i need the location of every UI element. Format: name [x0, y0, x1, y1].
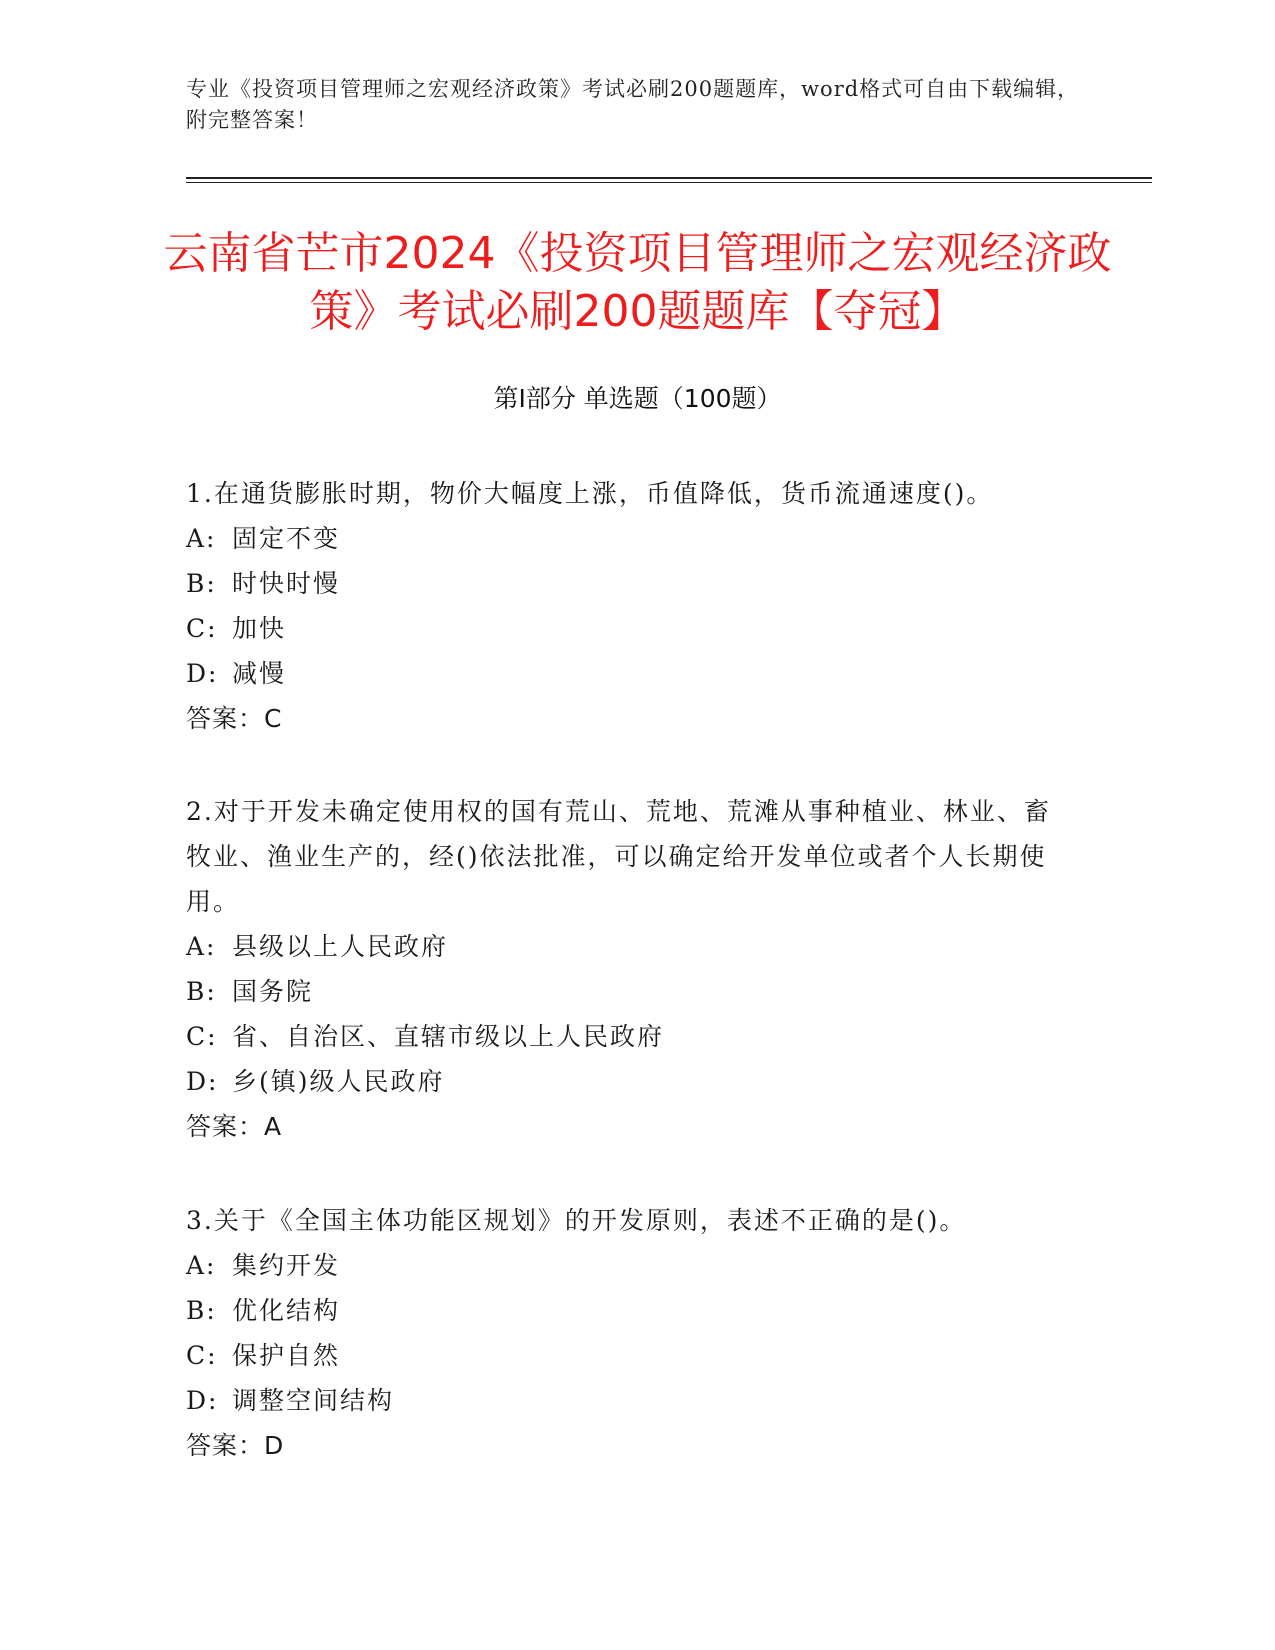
option-text: 固定不变: [232, 524, 341, 553]
option-b: [186, 561, 1066, 606]
option-text: 省、自治区、直辖市级以上人民政府: [232, 1022, 665, 1051]
option-a: [186, 516, 1066, 561]
option-letter: B:: [186, 977, 217, 1006]
option-c: [186, 606, 1066, 651]
option-c: [186, 1014, 1066, 1059]
option-letter: D:: [186, 1067, 219, 1096]
header-rule-thick: [186, 177, 1152, 179]
question-stem: 2.对于开发未确定使用权的国有荒山、荒地、荒滩从事种植业、林业、畜牧业、渔业生产的，经()依法批准，可以确定给开发单位或者个人长期使用。: [186, 797, 1051, 916]
option-a: [186, 924, 1066, 969]
section-title: 第Ⅰ部分 单选题（100题）: [493, 384, 782, 413]
option-text: 加快: [232, 614, 287, 643]
option-letter: C:: [186, 614, 218, 643]
option-letter: C:: [186, 1022, 218, 1051]
option-b: [186, 1288, 1066, 1333]
question-3: [186, 1198, 1066, 1468]
option-d: [186, 1378, 1066, 1423]
question-stem: 1.在通货膨胀时期，物价大幅度上涨，币值降低，货币流通速度()。: [186, 479, 994, 508]
option-text: 调整空间结构: [232, 1386, 395, 1415]
option-d: [186, 651, 1066, 696]
option-text: 减慢: [232, 659, 287, 688]
option-letter: B:: [186, 1296, 217, 1325]
option-letter: D:: [186, 1386, 219, 1415]
option-letter: A:: [186, 932, 217, 961]
option-text: 保护自然: [232, 1341, 341, 1370]
question-2: [186, 789, 1066, 1149]
option-text: 国务院: [232, 977, 314, 1006]
question-1: [186, 471, 1066, 741]
question-stem: 3.关于《全国主体功能区规划》的开发原则，表述不正确的是()。: [186, 1206, 967, 1235]
header-rule-thin: [186, 182, 1152, 183]
answer: 答案：D: [186, 1431, 285, 1460]
option-a: [186, 1243, 1066, 1288]
answer: 答案：A: [186, 1112, 283, 1141]
option-text: 县级以上人民政府: [232, 932, 449, 961]
option-letter: A:: [186, 1251, 217, 1280]
option-text: 时快时慢: [232, 569, 341, 598]
option-text: 乡(镇)级人民政府: [232, 1067, 445, 1096]
option-letter: C:: [186, 1341, 218, 1370]
option-c: [186, 1333, 1066, 1378]
option-text: 优化结构: [232, 1296, 341, 1325]
option-d: [186, 1059, 1066, 1104]
answer: 答案：C: [186, 704, 283, 733]
option-letter: B:: [186, 569, 217, 598]
option-text: 集约开发: [232, 1251, 341, 1280]
option-letter: D:: [186, 659, 219, 688]
option-letter: A:: [186, 524, 217, 553]
page-header: 专业《投资项目管理师之宏观经济政策》考试必刷200题题库，word格式可自由下载编辑，附完整答案！: [186, 77, 1080, 132]
document-title: 云南省芒市2024《投资项目管理师之宏观经济政策》考试必刷200题题库【夺冠】: [163, 228, 1112, 337]
option-b: [186, 969, 1066, 1014]
